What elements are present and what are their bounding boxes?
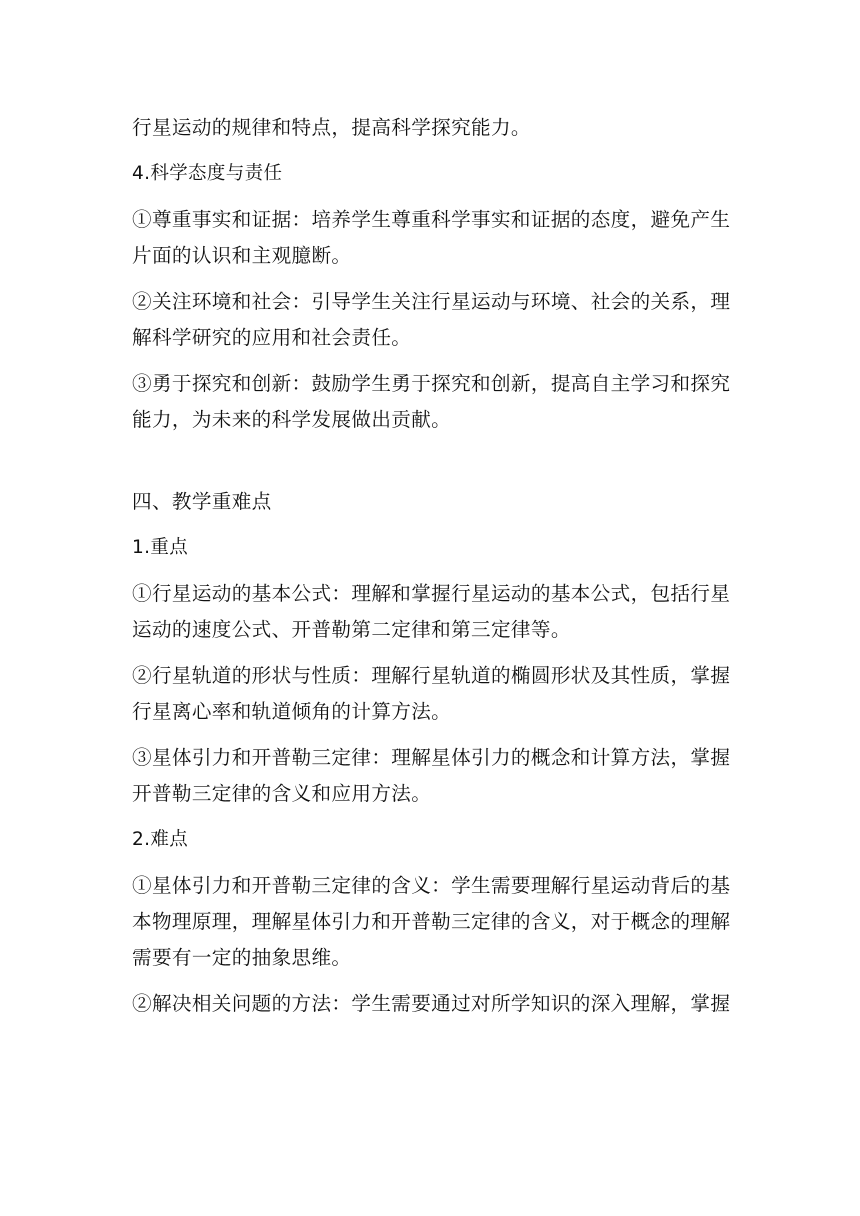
paragraph-line: ③星体引力和开普勒三定律：理解星体引力的概念和计算方法，掌握 (132, 746, 731, 769)
paragraph-line: ②解决相关问题的方法：学生需要通过对所学知识的深入理解，掌握 (132, 992, 731, 1015)
paragraph-line: ②关注环境和社会：引导学生关注行星运动与环境、社会的关系，理 (132, 290, 731, 313)
paragraph-line: ①行星运动的基本公式：理解和掌握行星运动的基本公式，包括行星 (132, 582, 731, 605)
paragraph-line: 运动的速度公式、开普勒第二定律和第三定律等。 (132, 618, 571, 641)
paragraph-line: 能力，为未来的科学发展做出贡献。 (132, 408, 452, 431)
subheading-science-attitude: 4.科学态度与责任 (132, 163, 283, 184)
paragraph-line: 本物理原理，理解星体引力和开普勒三定律的含义，对于概念的理解 (132, 910, 731, 933)
paragraph-line: 行星运动的规律和特点，提高科学探究能力。 (132, 116, 531, 139)
subheading-key-points: 1.重点 (132, 537, 189, 558)
paragraph-line: 片面的认识和主观臆断。 (132, 244, 352, 267)
paragraph-line: ①星体引力和开普勒三定律的含义：学生需要理解行星运动背后的基 (132, 874, 731, 897)
subheading-difficult-points: 2.难点 (132, 829, 189, 850)
paragraph-line: ②行星轨道的形状与性质：理解行星轨道的椭圆形状及其性质，掌握 (132, 664, 731, 687)
document-body (132, 110, 732, 1022)
paragraph-line: ①尊重事实和证据：培养学生尊重科学事实和证据的态度，避免产生 (132, 208, 731, 231)
paragraph-line: 开普勒三定律的含义和应用方法。 (132, 782, 432, 805)
paragraph-line: ③勇于探究和创新：鼓励学生勇于探究和创新，提高自主学习和探究 (132, 372, 731, 395)
paragraph-line: 行星离心率和轨道倾角的计算方法。 (132, 700, 452, 723)
paragraph-line: 解科学研究的应用和社会责任。 (132, 326, 412, 349)
section-heading-teaching-focus: 四、教学重难点 (132, 490, 272, 513)
paragraph-line: 需要有一定的抽象思维。 (132, 946, 352, 969)
